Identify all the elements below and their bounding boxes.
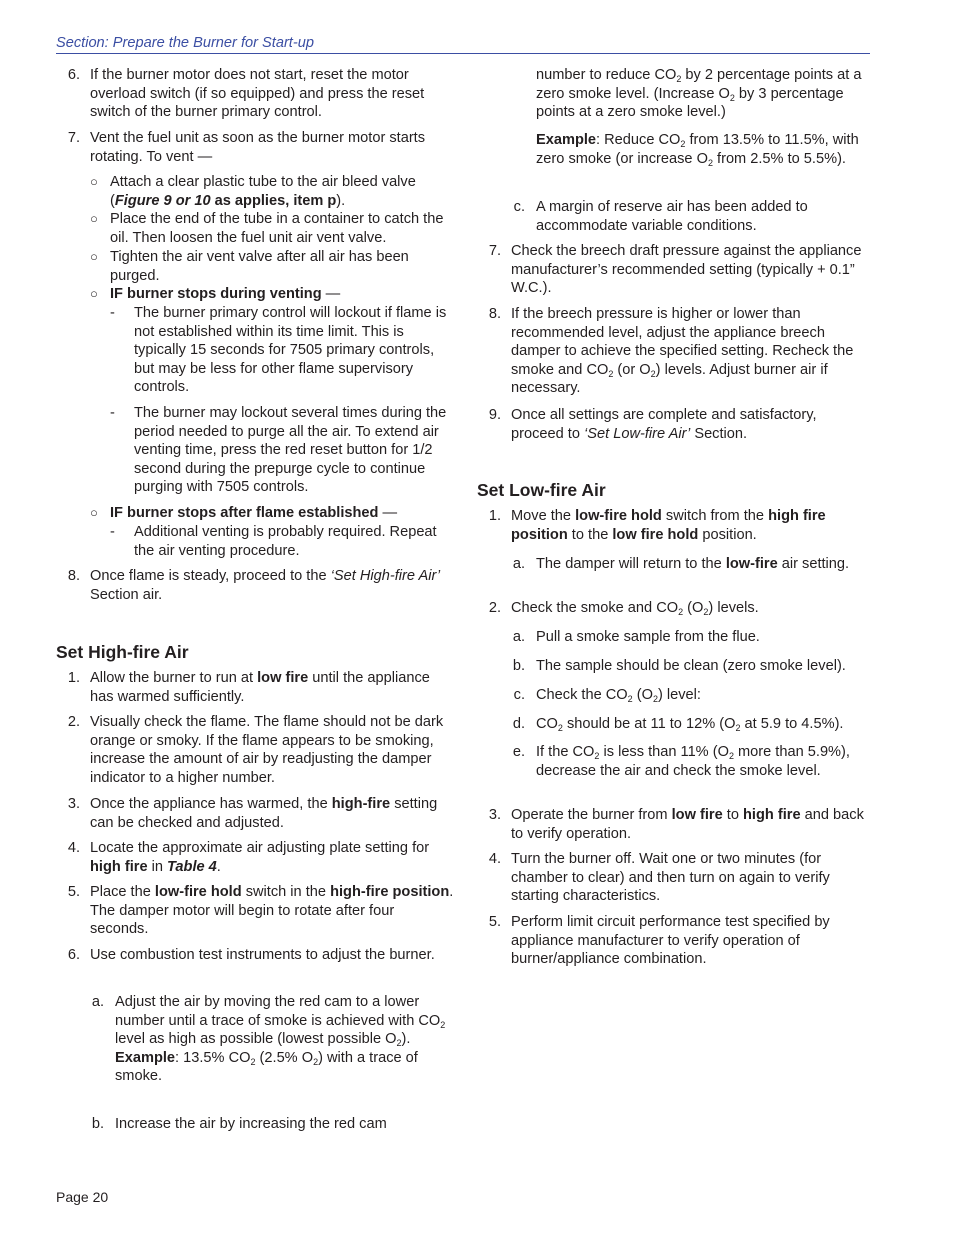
low-step-2e-text: If the $CO_2$ is less than 11% ($O_2$ more than 5.9%), decrease the air and check the smoke level. (536, 744, 850, 779)
step-number: 1. (67, 670, 80, 686)
heading-set-low-fire-air: Set Low-fire Air (477, 480, 606, 500)
step-number: 5. (67, 884, 80, 900)
high-step-2-text: Visually check the flame. The flame should not be dark orange or smoky. If the flame appears to be smoking, increase the amount of air by readjusting the damper indicator to a higher number. (90, 714, 444, 786)
low-step-4-text: Turn the burner off. Wait one or two minutes (for chamber to clear) and then turn on again to verify starting characteristics. (511, 851, 830, 904)
step-number: 3. (67, 796, 80, 812)
header-rule (56, 53, 870, 54)
high-step-6b-example: Example: Reduce $CO_2$ from 13.5% to 11.5%, with zero smoke (or increase $O_2$ from 2.5% to 5.5%). (536, 132, 859, 168)
step-number: 9. (488, 407, 501, 423)
bullet-attach-tube: Attach a clear plastic tube to the air bleed valve (Figure 9 or 10 as applies, item p). (110, 174, 416, 209)
high-step-8-text: If the breech pressure is higher or lower than recommended level, adjust the appliance breech damper to achieve the specified setting. Recheck the smoke and $CO_2$ (or $O_2$) levels. Adjust burner air if necessary. (511, 306, 854, 396)
high-step-6c-text: A margin of reserve air has been added to accommodate variable conditions. (536, 199, 808, 234)
sub-step-letter: b. (512, 658, 525, 674)
sub-step-letter: c. (513, 687, 525, 703)
circle-bullet-icon: ○ (90, 211, 98, 226)
bullet-tighten-valve: Tighten the air vent valve after all air has been purged. (110, 249, 409, 284)
step-number: 2. (67, 714, 80, 730)
step-6-text: If the burner motor does not start, reset the motor overload switch (if so equipped) and press the reset switch of the burner primary control. (90, 67, 425, 120)
dash-marker: - (110, 405, 115, 421)
step-number: 6. (67, 67, 80, 83)
bullet-stops-after-flame: IF burner stops after flame established — (110, 505, 398, 521)
high-step-1-text: Allow the burner to run at low fire until the appliance has warmed sufficiently. (90, 670, 430, 705)
high-step-5-text: Place the low-fire hold switch in the high-fire position. The damper motor will begin to rotate after four seconds. (90, 884, 454, 937)
high-step-4-text: Locate the approximate air adjusting plate setting for high fire in Table 4. (90, 840, 430, 875)
step-number: 7. (67, 130, 80, 146)
low-step-2-text: Check the smoke and $CO_2$ $(O_2)$ levels. (511, 600, 759, 617)
dash-marker: - (110, 524, 115, 540)
high-step-6a-text: Adjust the air by moving the red cam to a lower number until a trace of smoke is achieved with $CO_2$ level as high as possible (lowest possible $O_2$). Example: 13.5% $CO_2$ (2.5% $O_2$) with a trace of smoke. (115, 994, 446, 1084)
high-step-6b-continued: number to reduce $CO_2$ by 2 percentage points at a zero smoke level. (Increase $O_2$ by 3 percentage points at a zero smoke level.) (536, 67, 862, 120)
low-step-2c-text: Check the $CO_2$ $(O_2)$ level: (536, 687, 701, 704)
step-number: 7. (488, 243, 501, 259)
high-step-6b-text: Increase the air by increasing the red cam (115, 1116, 387, 1132)
dash-marker: - (110, 305, 115, 321)
circle-bullet-icon: ○ (90, 505, 98, 520)
low-step-2b-text: The sample should be clean (zero smoke level). (536, 658, 846, 674)
sub-step-letter: d. (512, 716, 525, 732)
step-7-text: Vent the fuel unit as soon as the burner motor starts rotating. To vent — (90, 130, 426, 165)
step-8-text: Once flame is steady, proceed to the ‘Set High-fire Air’ Section air. (90, 568, 441, 603)
step-number: 6. (67, 947, 80, 963)
step-number: 4. (488, 851, 501, 867)
step-number: 8. (67, 568, 80, 584)
step-number: 5. (488, 914, 501, 930)
step-number: 2. (488, 600, 501, 616)
sub-step-letter: e. (512, 744, 525, 760)
page-number: Page 20 (56, 1189, 109, 1205)
low-step-1a-text: The damper will return to the low-fire air setting. (536, 556, 850, 572)
circle-bullet-icon: ○ (90, 249, 98, 264)
step-number: 1. (488, 508, 501, 524)
sub-bullet-extend-venting: The burner may lockout several times during the period needed to purge all the air. To extend air venting time, press the red reset button for 1/2 second during the prepurge cycle to continue purging with 7505 controls. (134, 405, 447, 495)
step-number: 4. (67, 840, 80, 856)
sub-step-letter: a. (512, 556, 525, 572)
sub-bullet-lockout: The burner primary control will lockout if flame is not established within its time limit. This is typically 15 seconds for 7505 primary controls, but may be less for other flame supervisory controls. (134, 305, 447, 395)
low-step-1-text: Move the low-fire hold switch from the high fire position to the low fire hold position. (511, 508, 826, 543)
sub-step-letter: c. (513, 199, 525, 215)
step-number: 3. (488, 807, 501, 823)
sub-step-letter: a. (512, 629, 525, 645)
low-step-5-text: Perform limit circuit performance test specified by appliance manufacturer to verify operation of burner/appliance combination. (511, 914, 830, 967)
high-step-7-text: Check the breech draft pressure against the appliance manufacturer’s recommended setting (typically + 0.1” W.C.). (511, 243, 862, 296)
sub-step-letter: b. (91, 1116, 104, 1132)
sub-bullet-additional-venting: Additional venting is probably required. Repeat the air venting procedure. (134, 524, 437, 559)
heading-set-high-fire-air: Set High-fire Air (56, 642, 189, 662)
bullet-place-tube: Place the end of the tube in a container to catch the oil. Then loosen the fuel unit air vent valve. (110, 211, 444, 246)
low-step-3-text: Operate the burner from low fire to high fire and back to verify operation. (511, 807, 864, 842)
low-step-2d-text: $CO_2$ should be at 11 to 12% ($O_2$ at 5.9 to 4.5%). (536, 716, 844, 733)
bullet-stops-venting: IF burner stops during venting — (110, 286, 341, 302)
step-number: 8. (488, 306, 501, 322)
high-step-9-text: Once all settings are complete and satisfactory, proceed to ‘Set Low-fire Air’ Section. (511, 407, 817, 442)
section-header: Section: Prepare the Burner for Start-up (56, 35, 314, 51)
circle-bullet-icon: ○ (90, 286, 98, 301)
circle-bullet-icon: ○ (90, 174, 98, 189)
high-step-6-text: Use combustion test instruments to adjust the burner. (90, 947, 435, 963)
high-step-3-text: Once the appliance has warmed, the high-fire setting can be checked and adjusted. (90, 796, 438, 831)
sub-step-letter: a. (91, 994, 104, 1010)
low-step-2a-text: Pull a smoke sample from the flue. (536, 629, 760, 645)
